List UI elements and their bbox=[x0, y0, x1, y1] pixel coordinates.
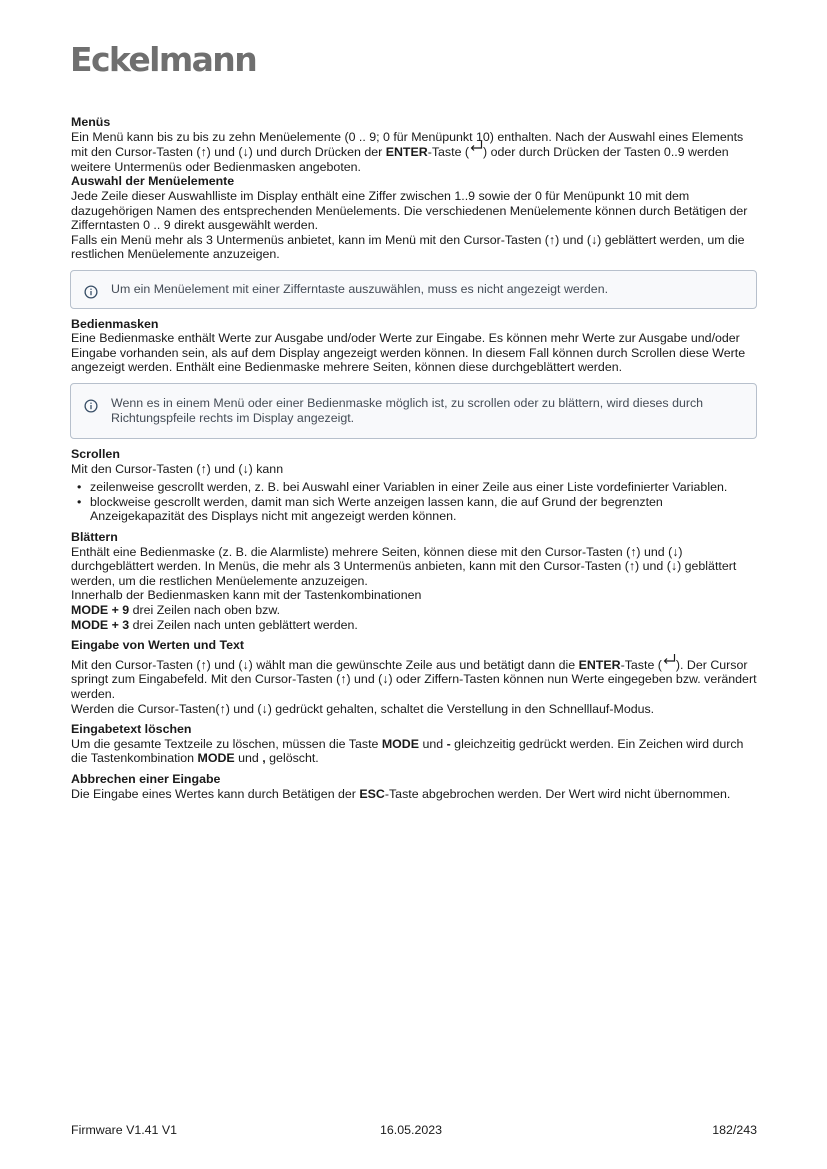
text-run: Ein Menü kann bis zu bis zu zehn Menüelemente (0 .. 9; 0 für Menüpunkt 10) enthalten. Nach der Auswahl eines Elements mit den Cursor-Tasten (↑) und (↓) und durch Drücken der bbox=[71, 129, 744, 160]
footer-date: 16.05.2023 bbox=[380, 1123, 443, 1137]
text-run: Mit den Cursor-Tasten (↑) und (↓) wählt man die gewünschte Zeile aus und betätigt dann die bbox=[71, 657, 579, 672]
key-label: MODE bbox=[197, 751, 235, 766]
key-combo-label: MODE + 3 bbox=[71, 617, 130, 632]
abort-paragraph bbox=[71, 787, 757, 802]
text-run: drei Zeilen nach unten geblättert werden. bbox=[129, 617, 358, 632]
footer-firmware: Firmware V1.41 V1 bbox=[71, 1123, 178, 1137]
text-run: Um die gesamte Textzeile zu löschen, müssen die Taste bbox=[71, 736, 382, 751]
heading-abort: Abbrechen einer Eingabe bbox=[71, 771, 221, 786]
list-item: • zeilenweise gescrollt werden, z. B. bei Auswahl einer Variablen in einer Zeile aus einer Liste vordefinierter Variablen. bbox=[90, 480, 757, 495]
heading-masks: Bedienmasken bbox=[71, 316, 159, 331]
input-paragraph-1 bbox=[71, 657, 757, 702]
heading-browse: Blättern bbox=[71, 530, 118, 545]
key-combo-label: MODE + 9 bbox=[71, 603, 130, 618]
scroll-list bbox=[71, 480, 757, 524]
text-run: und bbox=[234, 751, 263, 766]
input-paragraph-2: Werden die Cursor-Tasten(↑) und (↓) gedrückt gehalten, schaltet die Verstellung in den Schnelllauf-Modus. bbox=[71, 701, 655, 716]
heading-delete: Eingabetext löschen bbox=[71, 722, 192, 737]
scroll-intro: Mit den Cursor-Tasten (↑) und (↓) kann bbox=[71, 461, 284, 476]
text-run: ) oder durch Drücken der Tasten 0..9 werden weitere Untermenüs oder Bedienmasken angeboten. bbox=[71, 145, 729, 174]
enter-key-icon bbox=[662, 653, 676, 665]
enter-key-label: ENTER bbox=[385, 145, 428, 160]
info-note-text: Wenn es in einem Menü oder einer Bedienmaske möglich ist, zu scrollen oder zu blättern, wird dieses durch Richtungspfeile rechts im Display angezeigt. bbox=[111, 395, 704, 425]
text-run: -Taste ( bbox=[620, 657, 662, 672]
browse-combo-1 bbox=[71, 603, 757, 618]
browse-paragraph-2: Innerhalb der Bedienmasken kann mit der Tastenkombinationen bbox=[71, 588, 422, 603]
enter-key-icon bbox=[469, 140, 483, 152]
page-content bbox=[71, 115, 757, 801]
browse-paragraph-1: Enthält eine Bedienmaske (z. B. die Alarmliste) mehrere Seiten, können diese mit den Cursor-Tasten (↑) und (↓) durchgeblättert werden. In Menüs, die mehr als 3 Untermenüs anbieten, kann mit den Cursor-Tasten (↑) und (↓) geblättert werden, um die restlichen Menüelemente anzuzeigen. bbox=[71, 544, 737, 588]
enter-key-label: ENTER bbox=[578, 657, 621, 672]
company-logo: Eckelmann bbox=[70, 40, 257, 79]
key-label: - bbox=[446, 736, 451, 751]
key-label: MODE bbox=[381, 736, 420, 751]
key-label: , bbox=[262, 751, 266, 766]
text-run: und bbox=[419, 736, 447, 751]
text-run: drei Zeilen nach oben bzw. bbox=[129, 603, 281, 618]
info-note-menu bbox=[70, 270, 757, 309]
heading-menus: Menüs bbox=[71, 115, 111, 129]
key-label: ESC bbox=[359, 786, 385, 801]
list-item: • blockweise gescrollt werden, damit man sich Werte anzeigen lassen kann, die auf Grund der begrenzten Anzeigekapazität des Displays nicht mit angezeigt werden können. bbox=[90, 495, 757, 524]
text-run: ). Der Cursor springt zum Eingabefeld. Mit den Cursor-Tasten (↑) und (↓) oder Ziffern-Tasten können nun Werte eingegeben bzw. verändert werden. bbox=[71, 657, 757, 701]
text-run: gelöscht. bbox=[265, 751, 319, 766]
heading-scroll: Scrollen bbox=[71, 447, 120, 462]
menu-selection-paragraph-2: Falls ein Menü mehr als 3 Untermenüs anbietet, kann im Menü mit den Cursor-Tasten (↑) und (↓) geblättert werden, um die restlichen Menüelemente anzuzeigen. bbox=[71, 232, 745, 262]
page-footer bbox=[71, 1123, 757, 1137]
text-run: Die Eingabe eines Wertes kann durch Betätigen der bbox=[71, 786, 360, 801]
text-run: -Taste ( bbox=[427, 145, 470, 160]
menu-selection-paragraph-1: Jede Zeile dieser Auswahlliste im Display enthält eine Ziffer zwischen 1..9 sowie der 0 für Menüpunkt 10 mit dem dazugehörigen Namen des entsprechenden Menüelements. Die verschiedenen Menüelemente können durch Betätigen der Zifferntasten 0 .. 9 direkt ausgewählt werden. bbox=[71, 188, 748, 233]
text-run: gleichzeitig gedrückt werden. Ein Zeichen wird durch die Tastenkombination bbox=[71, 736, 744, 766]
browse-combo-2 bbox=[71, 618, 757, 633]
info-note-scroll bbox=[70, 383, 757, 439]
heading-menu-selection: Auswahl der Menüelemente bbox=[71, 174, 235, 189]
info-icon bbox=[84, 399, 98, 413]
text-run: -Taste abgebrochen werden. Der Wert wird nicht übernommen. bbox=[384, 786, 731, 801]
menus-paragraph bbox=[71, 130, 757, 175]
info-note-text: Um ein Menüelement mit einer Zifferntaste auszuwählen, muss es nicht angezeigt werden. bbox=[111, 281, 609, 296]
masks-paragraph: Eine Bedienmaske enthält Werte zur Ausgabe und/oder Werte zur Eingabe. Es können mehr Werte zur Ausgabe und/oder Eingabe vorhanden sein, als auf dem Display angezeigt werden können. In diesem Fall können durch Scrollen diese Werte angezeigt werden. Enthält eine Bedienmaske mehrere Seiten, können diese durchgeblättert werden. bbox=[71, 331, 746, 375]
delete-paragraph bbox=[71, 737, 757, 766]
footer-page-number: 182/243 bbox=[712, 1123, 757, 1137]
heading-input: Eingabe von Werten und Text bbox=[71, 638, 245, 653]
info-icon bbox=[84, 285, 98, 299]
